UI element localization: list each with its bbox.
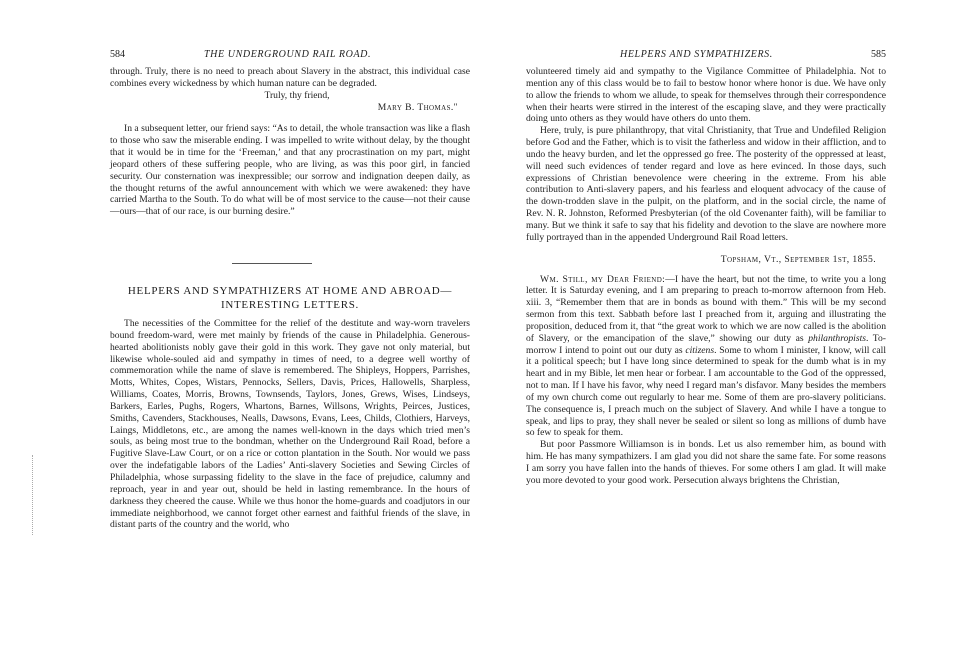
philanthropy-paragraph: Here, truly, is pure philanthropy, that vital Christianity, that True and Undefiled Religion before God and the Father, which is to visit the fatherless and widow in their affliction, and to undo the heavy burden, and let the oppressed go free. The posterity of the oppressed at least, will need such evidences of tender regard and love as here evinced. In those days, such expressions of Christian benevolence were cheering in the extreme. From his able contribution to Anti-slavery papers, and his fearless and eloquent advocacy of the cause of the down-trodden slave in the pulpit, on the platform, and in the social circle, the name of Rev. N. R. Johnston, Reformed Presbyterian (of the old Covenanter faith), will be familiar to many. But we think it safe to say that his fidelity and devotion to the slave are nowhere more fully portrayed than in the appended Underground Rail Road letters. <box>526 125 886 243</box>
letter-signature: Mary B. Thomas." <box>377 101 458 113</box>
subsequent-letter-paragraph: In a subsequent letter, our friend says: “As to detail, the whole transaction was like a flash to those who saw the miserable ending. I was impelled to write without delay, by the thought that it would be in time for the ‘Freeman,’ and that any procrastination on my part, might jeopard others of these suffering people, who are living, as was this poor girl, in fancied security. Our consternation was inexpressible; our sorrow and indignation deepen daily, as the thought returns of the awful announcement with which we were awakened: they have carried Martha to the South. To do what will be of most service to the cause—not their cause—ours—that of our race, is our burning desire.” <box>110 123 470 218</box>
right-body-block <box>526 66 886 487</box>
letter-emphasis-philanthropists: philanthropists <box>808 332 866 344</box>
letter-dateline: Topsham, Vt., September 1st, 1855. <box>720 253 876 265</box>
letter-emphasis-citizens: citizens <box>685 344 715 356</box>
page-number-right: 585 <box>871 49 886 60</box>
continued-paragraph: through. Truly, there is no need to preach about Slavery in the abstract, this individual case combines every wickedness by which human nature can be degraded. <box>110 66 470 89</box>
letter-paragraph-2: But poor Passmore Williamson is in bonds. Let us also remember him, as bound with him. He has many sympathizers. I am glad you did not share the same fate. For some reasons I am sorry you have fallen into the hands of thieves. For some others I am glad. It will make you more devoted to your good work. Persecution always brightens the Christian, <box>526 439 886 486</box>
running-head-left: THE UNDERGROUND RAIL ROAD. <box>204 49 372 60</box>
letter-text-c: . Some to whom I minister, I know, will call it a political speech; but I have long since determined to speak for the dumb what is in my heart and in my Bible, let men hear or forbear. I am accountable to the God of the oppressed, not to man. If I have his favor, why need I regard man’s disfavor. Many besides the members of my own church come out regularly to hear me. Some of them are pro-slavery politicians. The consequence is, I preach much on the subject of Slavery. And while I have a tongue to speak, and lips to pray, they shall never be sealed or silent so long as millions of dumb have so few to speak for them. <box>526 344 886 439</box>
running-head-right: HELPERS AND SYMPATHIZERS. <box>620 49 773 60</box>
left-page-header <box>110 48 470 62</box>
section-heading <box>110 284 470 312</box>
page-number-left: 584 <box>110 49 125 60</box>
left-top-block <box>110 66 470 218</box>
margin-scan-marks <box>32 455 36 535</box>
section-heading-line-2: INTERESTING LETTERS. <box>220 299 360 311</box>
continued-paragraph-right: volunteered timely aid and sympathy to the Vigilance Committee of Philadelphia. Not to mention any of this class would be to fail to bestow honor where honor is due. We have only to allow the friends to whom we allude, to speak for themselves through their correspondence when their hearts were stirred in the interest of the escaping slave, and they were practically doing unto others as they would have others do unto them. <box>526 66 886 125</box>
right-page-header <box>526 48 886 62</box>
right-page <box>490 0 980 653</box>
left-body-block <box>110 318 470 531</box>
letter-text-b: . To-morrow I intend to point out our duty as <box>526 332 886 356</box>
helpers-paragraph: The necessities of the Committee for the relief of the destitute and way-worn travelers bound freedom-ward, were met mainly by friends of the cause in Philadelphia. Generous-hearted abolitionists nobly gave their gold in this work. They gave not only material, but likewise whole-souled aid and sympathy in times of need, to a degree well worthy of commemoration while the name of slave is remembered. The Shipleys, Hoppers, Parrishes, Motts, Whites, Copes, Wistars, Pennocks, Sellers, Davis, Prices, Hallowells, Sharpless, Williams, Coates, Morris, Browns, Townsends, Taylors, Jones, Grews, Wises, Lindseys, Barkers, Earles, Pughs, Rogers, Whartons, Barnes, Willsons, Wrights, Peirces, Justices, Smiths, Cavenders, Stackhouses, Nealls, Dawsons, Evans, Lees, Childs, Clothiers, Harveys, Laings, Middletons, etc., are among the names well-known in the days which tried men’s souls, as being most true to the bondman, whether on the Underground Rail Road, before a Fugitive Slave-Law Court, or on a rice or cotton plantation in the South. Nor would we pass over the indefatigable labors of the Ladies’ Anti-slavery Societies and Sewing Circles of Philadelphia, whose surpassing fidelity to the slave in the face of prejudice, calumny and reproach, year in and year out, should be held in lasting remembrance. In the hours of darkness they cheered the cause. While we thus honor the home-guards and coadjutors in our immediate neighborhood, we cannot forget other earnest and faithful friends of the slave, in distant parts of the country and the world, who <box>110 318 470 531</box>
section-heading-line-1: HELPERS AND SYMPATHIZERS AT HOME AND ABROAD— <box>127 285 453 297</box>
letter-signoff: Truly, thy friend, <box>264 89 330 101</box>
letter-text-a: —I have the heart, but not the time, to write you a long letter. It is Saturday evening, and I am preparing to preach to-morrow afternoon from Heb. xiii. 3, “Remember them that are in bonds as bound with them.” This will be my second sermon from this text. Sabbath before last I preached from it, arguing and illustrating the proposition, deduced from it, that “the great work to which we are now called is the abolition of Slavery, or the emancipation of the slave,” showing our duty as <box>526 273 886 344</box>
section-divider <box>232 263 312 264</box>
letter-paragraph-1 <box>526 274 886 440</box>
letter-salutation: Wm. Still, my Dear Friend: <box>540 273 666 285</box>
